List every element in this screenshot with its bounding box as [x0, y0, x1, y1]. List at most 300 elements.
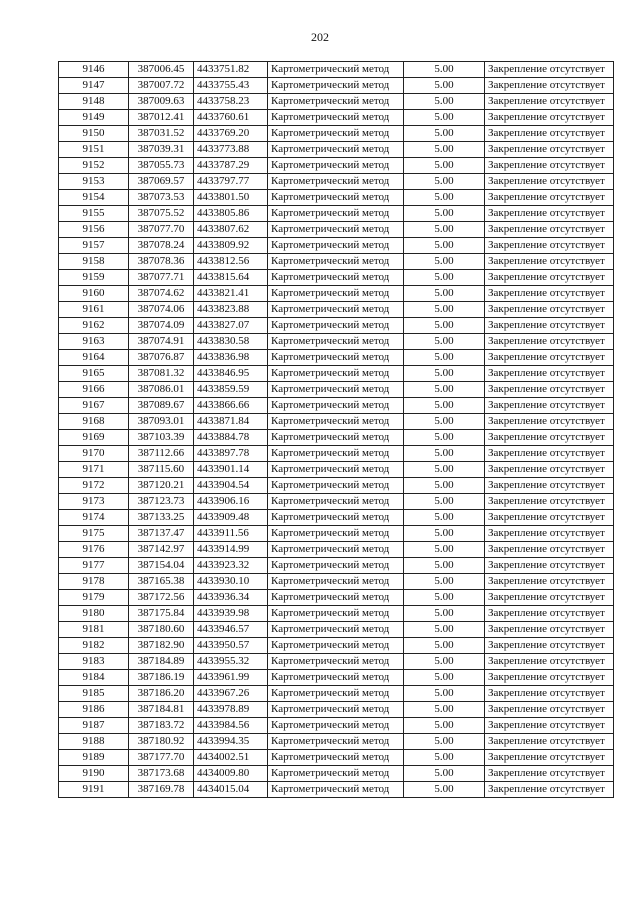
method-cell: Картометрический метод — [268, 494, 404, 510]
y-coordinate-cell: 4433830.58 — [194, 334, 268, 350]
fixing-description-cell: Закрепление отсутствует — [485, 302, 614, 318]
method-cell: Картометрический метод — [268, 110, 404, 126]
accuracy-cell: 5.00 — [404, 782, 485, 798]
accuracy-cell: 5.00 — [404, 750, 485, 766]
table-row — [59, 238, 614, 254]
y-coordinate-cell: 4433994.35 — [194, 734, 268, 750]
y-coordinate-cell: 4433923.32 — [194, 558, 268, 574]
method-cell: Картометрический метод — [268, 462, 404, 478]
table-row — [59, 734, 614, 750]
table-row — [59, 766, 614, 782]
fixing-description-cell: Закрепление отсутствует — [485, 382, 614, 398]
method-cell: Картометрический метод — [268, 398, 404, 414]
y-coordinate-cell: 4433846.95 — [194, 366, 268, 382]
point-number-cell: 9184 — [59, 670, 129, 686]
point-number-cell: 9183 — [59, 654, 129, 670]
method-cell: Картометрический метод — [268, 366, 404, 382]
y-coordinate-cell: 4433809.92 — [194, 238, 268, 254]
table-row — [59, 206, 614, 222]
accuracy-cell: 5.00 — [404, 670, 485, 686]
accuracy-cell: 5.00 — [404, 526, 485, 542]
y-coordinate-cell: 4433773.88 — [194, 142, 268, 158]
x-coordinate-cell: 387055.73 — [129, 158, 194, 174]
y-coordinate-cell: 4433805.86 — [194, 206, 268, 222]
point-number-cell: 9187 — [59, 718, 129, 734]
point-number-cell: 9191 — [59, 782, 129, 798]
table-row — [59, 510, 614, 526]
x-coordinate-cell: 387137.47 — [129, 526, 194, 542]
accuracy-cell: 5.00 — [404, 542, 485, 558]
y-coordinate-cell: 4433946.57 — [194, 622, 268, 638]
x-coordinate-cell: 387103.39 — [129, 430, 194, 446]
table-row — [59, 430, 614, 446]
x-coordinate-cell: 387073.53 — [129, 190, 194, 206]
x-coordinate-cell: 387077.70 — [129, 222, 194, 238]
point-number-cell: 9176 — [59, 542, 129, 558]
point-number-cell: 9175 — [59, 526, 129, 542]
fixing-description-cell: Закрепление отсутствует — [485, 590, 614, 606]
point-number-cell: 9159 — [59, 270, 129, 286]
accuracy-cell: 5.00 — [404, 110, 485, 126]
accuracy-cell: 5.00 — [404, 606, 485, 622]
x-coordinate-cell: 387123.73 — [129, 494, 194, 510]
method-cell: Картометрический метод — [268, 222, 404, 238]
y-coordinate-cell: 4433939.98 — [194, 606, 268, 622]
fixing-description-cell: Закрепление отсутствует — [485, 62, 614, 78]
point-number-cell: 9161 — [59, 302, 129, 318]
x-coordinate-cell: 387186.19 — [129, 670, 194, 686]
fixing-description-cell: Закрепление отсутствует — [485, 126, 614, 142]
y-coordinate-cell: 4433801.50 — [194, 190, 268, 206]
accuracy-cell: 5.00 — [404, 734, 485, 750]
table-row — [59, 478, 614, 494]
fixing-description-cell: Закрепление отсутствует — [485, 606, 614, 622]
table-row — [59, 94, 614, 110]
accuracy-cell: 5.00 — [404, 318, 485, 334]
point-number-cell: 9156 — [59, 222, 129, 238]
point-number-cell: 9151 — [59, 142, 129, 158]
table-row — [59, 382, 614, 398]
fixing-description-cell: Закрепление отсутствует — [485, 254, 614, 270]
x-coordinate-cell: 387133.25 — [129, 510, 194, 526]
x-coordinate-cell: 387039.31 — [129, 142, 194, 158]
x-coordinate-cell: 387075.52 — [129, 206, 194, 222]
x-coordinate-cell: 387069.57 — [129, 174, 194, 190]
fixing-description-cell: Закрепление отсутствует — [485, 686, 614, 702]
method-cell: Картометрический метод — [268, 62, 404, 78]
x-coordinate-cell: 387112.66 — [129, 446, 194, 462]
table-row — [59, 750, 614, 766]
method-cell: Картометрический метод — [268, 766, 404, 782]
table-row — [59, 158, 614, 174]
y-coordinate-cell: 4433897.78 — [194, 446, 268, 462]
x-coordinate-cell: 387182.90 — [129, 638, 194, 654]
fixing-description-cell: Закрепление отсутствует — [485, 78, 614, 94]
y-coordinate-cell: 4433815.64 — [194, 270, 268, 286]
fixing-description-cell: Закрепление отсутствует — [485, 318, 614, 334]
y-coordinate-cell: 4433950.57 — [194, 638, 268, 654]
point-number-cell: 9163 — [59, 334, 129, 350]
x-coordinate-cell: 387093.01 — [129, 414, 194, 430]
fixing-description-cell: Закрепление отсутствует — [485, 158, 614, 174]
table-row — [59, 318, 614, 334]
method-cell: Картометрический метод — [268, 638, 404, 654]
method-cell: Картометрический метод — [268, 446, 404, 462]
coordinates-table — [58, 61, 614, 798]
method-cell: Картометрический метод — [268, 782, 404, 798]
x-coordinate-cell: 387074.09 — [129, 318, 194, 334]
point-number-cell: 9168 — [59, 414, 129, 430]
table-row — [59, 270, 614, 286]
accuracy-cell: 5.00 — [404, 94, 485, 110]
method-cell: Картометрический метод — [268, 174, 404, 190]
method-cell: Картометрический метод — [268, 734, 404, 750]
y-coordinate-cell: 4433871.84 — [194, 414, 268, 430]
x-coordinate-cell: 387009.63 — [129, 94, 194, 110]
accuracy-cell: 5.00 — [404, 174, 485, 190]
point-number-cell: 9188 — [59, 734, 129, 750]
point-number-cell: 9179 — [59, 590, 129, 606]
method-cell: Картометрический метод — [268, 78, 404, 94]
table-row — [59, 718, 614, 734]
table-row — [59, 222, 614, 238]
method-cell: Картометрический метод — [268, 510, 404, 526]
fixing-description-cell: Закрепление отсутствует — [485, 238, 614, 254]
point-number-cell: 9185 — [59, 686, 129, 702]
method-cell: Картометрический метод — [268, 158, 404, 174]
table-row — [59, 302, 614, 318]
point-number-cell: 9153 — [59, 174, 129, 190]
x-coordinate-cell: 387078.24 — [129, 238, 194, 254]
y-coordinate-cell: 4433936.34 — [194, 590, 268, 606]
accuracy-cell: 5.00 — [404, 366, 485, 382]
fixing-description-cell: Закрепление отсутствует — [485, 430, 614, 446]
method-cell: Картометрический метод — [268, 430, 404, 446]
y-coordinate-cell: 4434002.51 — [194, 750, 268, 766]
y-coordinate-cell: 4433859.59 — [194, 382, 268, 398]
table-row — [59, 110, 614, 126]
method-cell: Картометрический метод — [268, 606, 404, 622]
fixing-description-cell: Закрепление отсутствует — [485, 526, 614, 542]
method-cell: Картометрический метод — [268, 382, 404, 398]
fixing-description-cell: Закрепление отсутствует — [485, 286, 614, 302]
y-coordinate-cell: 4433787.29 — [194, 158, 268, 174]
table-row — [59, 78, 614, 94]
point-number-cell: 9170 — [59, 446, 129, 462]
accuracy-cell: 5.00 — [404, 158, 485, 174]
accuracy-cell: 5.00 — [404, 382, 485, 398]
table-row — [59, 702, 614, 718]
x-coordinate-cell: 387180.60 — [129, 622, 194, 638]
x-coordinate-cell: 387086.01 — [129, 382, 194, 398]
y-coordinate-cell: 4433978.89 — [194, 702, 268, 718]
point-number-cell: 9152 — [59, 158, 129, 174]
method-cell: Картометрический метод — [268, 414, 404, 430]
page-number: 202 — [311, 30, 329, 44]
point-number-cell: 9171 — [59, 462, 129, 478]
accuracy-cell: 5.00 — [404, 478, 485, 494]
table-row — [59, 142, 614, 158]
accuracy-cell: 5.00 — [404, 286, 485, 302]
method-cell: Картометрический метод — [268, 238, 404, 254]
y-coordinate-cell: 4433914.99 — [194, 542, 268, 558]
accuracy-cell: 5.00 — [404, 222, 485, 238]
accuracy-cell: 5.00 — [404, 62, 485, 78]
fixing-description-cell: Закрепление отсутствует — [485, 638, 614, 654]
y-coordinate-cell: 4433984.56 — [194, 718, 268, 734]
fixing-description-cell: Закрепление отсутствует — [485, 142, 614, 158]
fixing-description-cell: Закрепление отсутствует — [485, 414, 614, 430]
table-row — [59, 590, 614, 606]
table-row — [59, 558, 614, 574]
x-coordinate-cell: 387120.21 — [129, 478, 194, 494]
point-number-cell: 9178 — [59, 574, 129, 590]
x-coordinate-cell: 387173.68 — [129, 766, 194, 782]
method-cell: Картометрический метод — [268, 702, 404, 718]
accuracy-cell: 5.00 — [404, 238, 485, 254]
method-cell: Картометрический метод — [268, 94, 404, 110]
method-cell: Картометрический метод — [268, 558, 404, 574]
x-coordinate-cell: 387184.89 — [129, 654, 194, 670]
y-coordinate-cell: 4433751.82 — [194, 62, 268, 78]
y-coordinate-cell: 4433967.26 — [194, 686, 268, 702]
method-cell: Картометрический метод — [268, 622, 404, 638]
fixing-description-cell: Закрепление отсутствует — [485, 206, 614, 222]
method-cell: Картометрический метод — [268, 318, 404, 334]
table-row — [59, 446, 614, 462]
fixing-description-cell: Закрепление отсутствует — [485, 574, 614, 590]
accuracy-cell: 5.00 — [404, 334, 485, 350]
table-row — [59, 654, 614, 670]
x-coordinate-cell: 387006.45 — [129, 62, 194, 78]
y-coordinate-cell: 4434009.80 — [194, 766, 268, 782]
method-cell: Картометрический метод — [268, 750, 404, 766]
x-coordinate-cell: 387078.36 — [129, 254, 194, 270]
x-coordinate-cell: 387175.84 — [129, 606, 194, 622]
fixing-description-cell: Закрепление отсутствует — [485, 270, 614, 286]
point-number-cell: 9154 — [59, 190, 129, 206]
accuracy-cell: 5.00 — [404, 574, 485, 590]
point-number-cell: 9190 — [59, 766, 129, 782]
x-coordinate-cell: 387012.41 — [129, 110, 194, 126]
y-coordinate-cell: 4433909.48 — [194, 510, 268, 526]
method-cell: Картометрический метод — [268, 718, 404, 734]
point-number-cell: 9169 — [59, 430, 129, 446]
point-number-cell: 9182 — [59, 638, 129, 654]
accuracy-cell: 5.00 — [404, 414, 485, 430]
x-coordinate-cell: 387165.38 — [129, 574, 194, 590]
point-number-cell: 9157 — [59, 238, 129, 254]
y-coordinate-cell: 4434015.04 — [194, 782, 268, 798]
point-number-cell: 9164 — [59, 350, 129, 366]
method-cell: Картометрический метод — [268, 574, 404, 590]
point-number-cell: 9147 — [59, 78, 129, 94]
method-cell: Картометрический метод — [268, 334, 404, 350]
y-coordinate-cell: 4433866.66 — [194, 398, 268, 414]
method-cell: Картометрический метод — [268, 286, 404, 302]
fixing-description-cell: Закрепление отсутствует — [485, 654, 614, 670]
x-coordinate-cell: 387077.71 — [129, 270, 194, 286]
table-row — [59, 462, 614, 478]
table-row — [59, 62, 614, 78]
y-coordinate-cell: 4433911.56 — [194, 526, 268, 542]
y-coordinate-cell: 4433930.10 — [194, 574, 268, 590]
accuracy-cell: 5.00 — [404, 558, 485, 574]
fixing-description-cell: Закрепление отсутствует — [485, 366, 614, 382]
fixing-description-cell: Закрепление отсутствует — [485, 174, 614, 190]
accuracy-cell: 5.00 — [404, 430, 485, 446]
point-number-cell: 9150 — [59, 126, 129, 142]
y-coordinate-cell: 4433961.99 — [194, 670, 268, 686]
fixing-description-cell: Закрепление отсутствует — [485, 542, 614, 558]
method-cell: Картометрический метод — [268, 190, 404, 206]
table-row — [59, 334, 614, 350]
y-coordinate-cell: 4433755.43 — [194, 78, 268, 94]
fixing-description-cell: Закрепление отсутствует — [485, 782, 614, 798]
point-number-cell: 9173 — [59, 494, 129, 510]
point-number-cell: 9155 — [59, 206, 129, 222]
x-coordinate-cell: 387007.72 — [129, 78, 194, 94]
table-row — [59, 414, 614, 430]
fixing-description-cell: Закрепление отсутствует — [485, 398, 614, 414]
table-row — [59, 494, 614, 510]
table-row — [59, 526, 614, 542]
y-coordinate-cell: 4433797.77 — [194, 174, 268, 190]
x-coordinate-cell: 387142.97 — [129, 542, 194, 558]
accuracy-cell: 5.00 — [404, 766, 485, 782]
method-cell: Картометрический метод — [268, 126, 404, 142]
method-cell: Картометрический метод — [268, 350, 404, 366]
x-coordinate-cell: 387081.32 — [129, 366, 194, 382]
method-cell: Картометрический метод — [268, 142, 404, 158]
table-row — [59, 286, 614, 302]
table-row — [59, 542, 614, 558]
accuracy-cell: 5.00 — [404, 590, 485, 606]
x-coordinate-cell: 387186.20 — [129, 686, 194, 702]
x-coordinate-cell: 387172.56 — [129, 590, 194, 606]
x-coordinate-cell: 387074.91 — [129, 334, 194, 350]
y-coordinate-cell: 4433821.41 — [194, 286, 268, 302]
coordinates-table-body — [59, 62, 614, 798]
y-coordinate-cell: 4433904.54 — [194, 478, 268, 494]
point-number-cell: 9149 — [59, 110, 129, 126]
x-coordinate-cell: 387169.78 — [129, 782, 194, 798]
point-number-cell: 9177 — [59, 558, 129, 574]
accuracy-cell: 5.00 — [404, 654, 485, 670]
y-coordinate-cell: 4433823.88 — [194, 302, 268, 318]
method-cell: Картометрический метод — [268, 686, 404, 702]
point-number-cell: 9174 — [59, 510, 129, 526]
y-coordinate-cell: 4433884.78 — [194, 430, 268, 446]
fixing-description-cell: Закрепление отсутствует — [485, 510, 614, 526]
point-number-cell: 9181 — [59, 622, 129, 638]
method-cell: Картометрический метод — [268, 526, 404, 542]
accuracy-cell: 5.00 — [404, 718, 485, 734]
y-coordinate-cell: 4433906.16 — [194, 494, 268, 510]
accuracy-cell: 5.00 — [404, 686, 485, 702]
table-row — [59, 126, 614, 142]
y-coordinate-cell: 4433901.14 — [194, 462, 268, 478]
accuracy-cell: 5.00 — [404, 126, 485, 142]
x-coordinate-cell: 387076.87 — [129, 350, 194, 366]
x-coordinate-cell: 387031.52 — [129, 126, 194, 142]
y-coordinate-cell: 4433760.61 — [194, 110, 268, 126]
point-number-cell: 9146 — [59, 62, 129, 78]
method-cell: Картометрический метод — [268, 270, 404, 286]
fixing-description-cell: Закрепление отсутствует — [485, 702, 614, 718]
point-number-cell: 9165 — [59, 366, 129, 382]
y-coordinate-cell: 4433769.20 — [194, 126, 268, 142]
method-cell: Картометрический метод — [268, 670, 404, 686]
point-number-cell: 9172 — [59, 478, 129, 494]
y-coordinate-cell: 4433807.62 — [194, 222, 268, 238]
accuracy-cell: 5.00 — [404, 510, 485, 526]
point-number-cell: 9160 — [59, 286, 129, 302]
point-number-cell: 9167 — [59, 398, 129, 414]
fixing-description-cell: Закрепление отсутствует — [485, 462, 614, 478]
method-cell: Картометрический метод — [268, 206, 404, 222]
accuracy-cell: 5.00 — [404, 446, 485, 462]
fixing-description-cell: Закрепление отсутствует — [485, 350, 614, 366]
accuracy-cell: 5.00 — [404, 302, 485, 318]
x-coordinate-cell: 387177.70 — [129, 750, 194, 766]
y-coordinate-cell: 4433758.23 — [194, 94, 268, 110]
accuracy-cell: 5.00 — [404, 350, 485, 366]
x-coordinate-cell: 387180.92 — [129, 734, 194, 750]
table-row — [59, 398, 614, 414]
fixing-description-cell: Закрепление отсутствует — [485, 622, 614, 638]
accuracy-cell: 5.00 — [404, 702, 485, 718]
table-row — [59, 174, 614, 190]
accuracy-cell: 5.00 — [404, 206, 485, 222]
fixing-description-cell: Закрепление отсутствует — [485, 494, 614, 510]
fixing-description-cell: Закрепление отсутствует — [485, 446, 614, 462]
point-number-cell: 9180 — [59, 606, 129, 622]
y-coordinate-cell: 4433827.07 — [194, 318, 268, 334]
fixing-description-cell: Закрепление отсутствует — [485, 478, 614, 494]
accuracy-cell: 5.00 — [404, 638, 485, 654]
x-coordinate-cell: 387183.72 — [129, 718, 194, 734]
x-coordinate-cell: 387184.81 — [129, 702, 194, 718]
point-number-cell: 9162 — [59, 318, 129, 334]
accuracy-cell: 5.00 — [404, 78, 485, 94]
table-row — [59, 638, 614, 654]
accuracy-cell: 5.00 — [404, 494, 485, 510]
method-cell: Картометрический метод — [268, 654, 404, 670]
x-coordinate-cell: 387115.60 — [129, 462, 194, 478]
method-cell: Картометрический метод — [268, 478, 404, 494]
fixing-description-cell: Закрепление отсутствует — [485, 718, 614, 734]
y-coordinate-cell: 4433955.32 — [194, 654, 268, 670]
fixing-description-cell: Закрепление отсутствует — [485, 558, 614, 574]
point-number-cell: 9186 — [59, 702, 129, 718]
accuracy-cell: 5.00 — [404, 398, 485, 414]
fixing-description-cell: Закрепление отсутствует — [485, 110, 614, 126]
table-row — [59, 366, 614, 382]
fixing-description-cell: Закрепление отсутствует — [485, 750, 614, 766]
table-row — [59, 190, 614, 206]
fixing-description-cell: Закрепление отсутствует — [485, 670, 614, 686]
table-row — [59, 606, 614, 622]
method-cell: Картометрический метод — [268, 542, 404, 558]
accuracy-cell: 5.00 — [404, 254, 485, 270]
fixing-description-cell: Закрепление отсутствует — [485, 734, 614, 750]
accuracy-cell: 5.00 — [404, 462, 485, 478]
x-coordinate-cell: 387074.62 — [129, 286, 194, 302]
fixing-description-cell: Закрепление отсутствует — [485, 222, 614, 238]
point-number-cell: 9148 — [59, 94, 129, 110]
method-cell: Картометрический метод — [268, 302, 404, 318]
